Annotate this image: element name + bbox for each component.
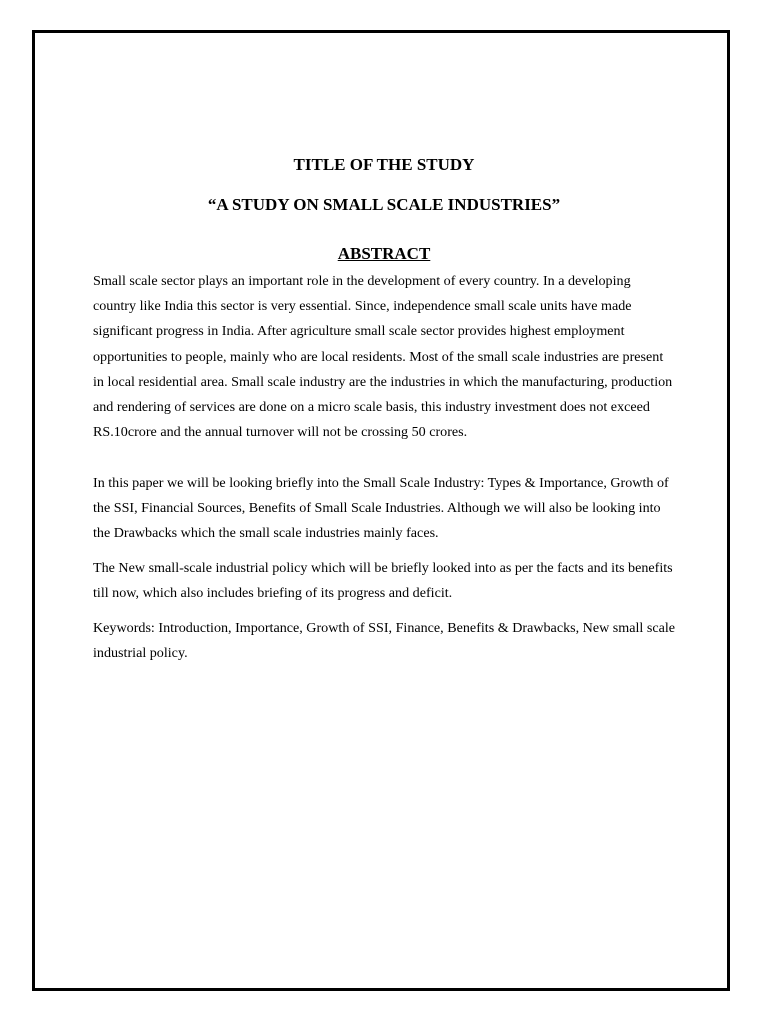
keywords-paragraph: Keywords: Introduction, Importance, Growth of SSI, Finance, Benefits & Drawbacks, New small scale industrial policy. — [93, 620, 676, 662]
abstract-paragraph-1: Small scale sector plays an important role in the development of every country. In a developing country like India this sector is very essential. Since, independence small scale units have made significant progress in India. After agriculture small scale sector provides highest employment opportunities to people, mainly who are local residents. Most of the small scale industries are present in local residential area. Small scale industry are the industries in which the manufacturing, production and rendering of services are done on a micro scale basis, this industry investment does not exceed RS.10crore and the annual turnover will not be crossing 50 crores. — [93, 273, 673, 441]
abstract-paragraph-2: In this paper we will be looking briefly into the Small Scale Industry: Types & Importance, Growth of the SSI, Financial Sources, Benefits of Small Scale Industries. Although we will also be looking into the Drawbacks which the small scale industries mainly faces. — [93, 475, 669, 542]
abstract-heading: ABSTRACT — [337, 244, 431, 263]
abstract-paragraph-3: The New small-scale industrial policy which will be briefly looked into as per the facts and its benefits till now, which also includes briefing of its progress and deficit. — [93, 560, 673, 602]
page-title: TITLE OF THE STUDY — [293, 155, 475, 174]
study-title: “A STUDY ON SMALL SCALE INDUSTRIES” — [207, 195, 561, 214]
